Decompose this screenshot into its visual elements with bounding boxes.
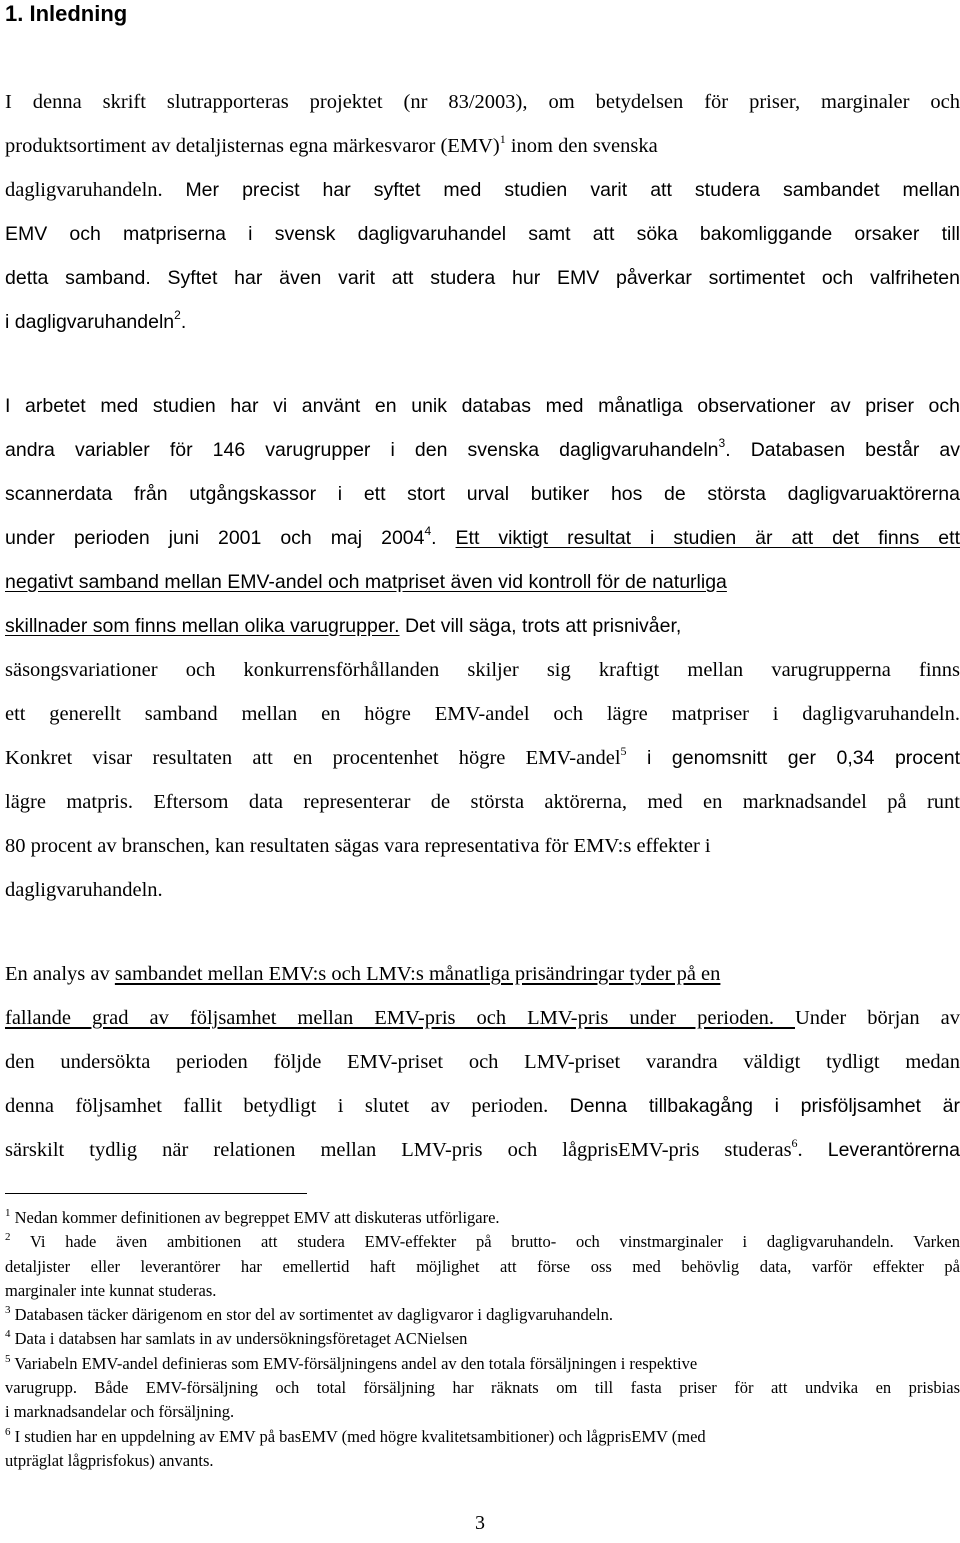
text-line: säsongsvariationer och konkurrensförhållanden skiljer sig kraftigt mellan varugrupperna finns [5, 659, 960, 681]
text-line: En analys av sambandet mellan EMV:s och LMV:s månatliga prisändringar tyder på en [5, 963, 721, 985]
footnote-1: $^1$ Nedan kommer definitionen av begreppet EMV att diskuteras utförligare. [5, 1207, 500, 1227]
footnote-5: $^5$ Variabeln EMV-andel definieras som EMV-försäljningens andel av den totala försäljningen i respektive [5, 1352, 698, 1373]
footnote-2: $^2$ Vi hade även ambitionen att studera EMV-effekter på brutto- och vinstmarginaler i dagligvaruhandeln. Varken [5, 1231, 960, 1252]
text-line: ett generellt samband mellan en högre EMV-andel och lägre matpriser i dagligvaruhandeln. [5, 703, 960, 725]
paragraph-method [5, 384, 960, 912]
footnote-separator [5, 1193, 307, 1194]
paragraph-intro [5, 80, 960, 344]
text-line [5, 560, 960, 604]
text-line: I denna skrift slutrapporteras projektet (nr 83/2003), om betydelsen för priser, marginaler och [5, 91, 960, 113]
footnote-ref[interactable]: 5 [620, 744, 627, 758]
footnote-ref[interactable]: 1 [499, 132, 506, 146]
footnote-5-cont: i marknadsandelar och försäljning. [5, 1402, 235, 1422]
text-line: andra variabler för 146 varugrupper i den svenska dagligvaruhandeln$^3$. Databasen består av [5, 436, 960, 461]
text-line: dagligvaruhandeln. [5, 879, 163, 901]
text-line: i dagligvaruhandeln$^2$. [5, 308, 187, 333]
page-number: 3 [475, 1512, 485, 1534]
underlined-finding: negativt samband mellan EMV-andel och matpriset även vid kontroll för de naturliga [5, 571, 727, 593]
underlined-finding: sambandet mellan EMV:s och LMV:s månatliga prisändringar tyder på en [114, 963, 721, 985]
text-line: Konkret visar resultaten att en procentenhet högre EMV-andel$^5$ i genomsnitt ger 0,34 procent [5, 744, 960, 769]
footnote-6-cont: utpräglat lågprisfokus) anvants. [5, 1450, 214, 1470]
text-line: EMV och matpriserna i svensk dagligvaruhandel samt att söka bakomliggande orsaker till [5, 223, 960, 245]
text-line: lägre matpris. Eftersom data representerar de största aktörerna, med en marknadsandel på runt [5, 791, 960, 813]
underlined-finding: skillnader som finns mellan olika varugrupper. [5, 615, 400, 637]
text-line: produktsortiment av detaljisternas egna märkesvaror (EMV)$^1$ inom den svenska [5, 132, 658, 157]
footnote-6: $^6$ I studien har en uppdelning av EMV på basEMV (med högre kvalitetsambitioner) och lågprisEMV (med [5, 1425, 706, 1446]
underlined-finding: Ett viktigt resultat i studien är att det finns ett [455, 527, 960, 549]
footnote-2-cont: marginaler inte kunnat studeras. [5, 1280, 217, 1300]
text-line: scannerdata från utgångskassor i ett stort urval butiker hos de största dagligvaruaktörerna [5, 483, 960, 505]
text-line: detta samband. Syftet har även varit att studera hur EMV påverkar sortimentet och valfriheten [5, 267, 960, 289]
footnote-3: $^3$ Databasen täcker därigenom en stor del av sortimentet av dagligvaror i dagligvaruhandeln. [5, 1304, 613, 1325]
text-line: dagligvaruhandeln. Mer precist har syftet med studien varit att studera sambandet mellan [5, 179, 960, 201]
underlined-finding: fallande grad av följsamhet mellan EMV-pris och LMV-pris under perioden. [5, 1007, 795, 1029]
footnote-5-cont: varugrupp. Både EMV-försäljning och total försäljning har räknats om till fasta priser för att undvika en prisbias [5, 1378, 960, 1398]
footnote-4: $^4$ Data i databsen har samlats in av undersökningsföretaget ACNielsen [5, 1328, 468, 1349]
text-line: 80 procent av branschen, kan resultaten sägas vara representativa för EMV:s effekter i [5, 835, 711, 857]
text-line: skillnader som finns mellan olika varugrupper. Det vill säga, trots att prisnivåer, [5, 615, 682, 637]
text-line: den undersökta perioden följde EMV-priset och LMV-priset varandra väldigt tydligt medan [5, 1051, 960, 1073]
paragraph-analysis [5, 952, 960, 1172]
footnote-ref[interactable]: 3 [718, 436, 726, 450]
footnote-ref[interactable]: 4 [424, 524, 432, 538]
text-line: särskilt tydlig när relationen mellan LMV-pris och lågprisEMV-pris studeras$^6$. Leverantörerna [5, 1136, 960, 1161]
footnote-ref[interactable]: 2 [174, 308, 181, 322]
text-line: fallande grad av följsamhet mellan EMV-pris och LMV-pris under perioden. Under början av [5, 1007, 960, 1029]
footnote-ref[interactable]: 6 [791, 1136, 798, 1150]
text-line: denna följsamhet fallit betydligt i slutet av perioden. Denna tillbakagång i prisföljsamhet är [5, 1095, 960, 1117]
footnote-2-cont: detaljister eller leverantörer har emellertid haft möjlighet att förse oss med behövlig data, varför effekter på [5, 1256, 960, 1276]
text-line: I arbetet med studien har vi använt en unik databas med månatliga observationer av priser och [5, 395, 960, 417]
section-heading: 1. Inledning [5, 1, 128, 26]
text-line: under perioden juni 2001 och maj 2004$^4$. Ett viktigt resultat i studien är att det finns ett [5, 524, 960, 549]
footnotes [5, 1206, 960, 1473]
